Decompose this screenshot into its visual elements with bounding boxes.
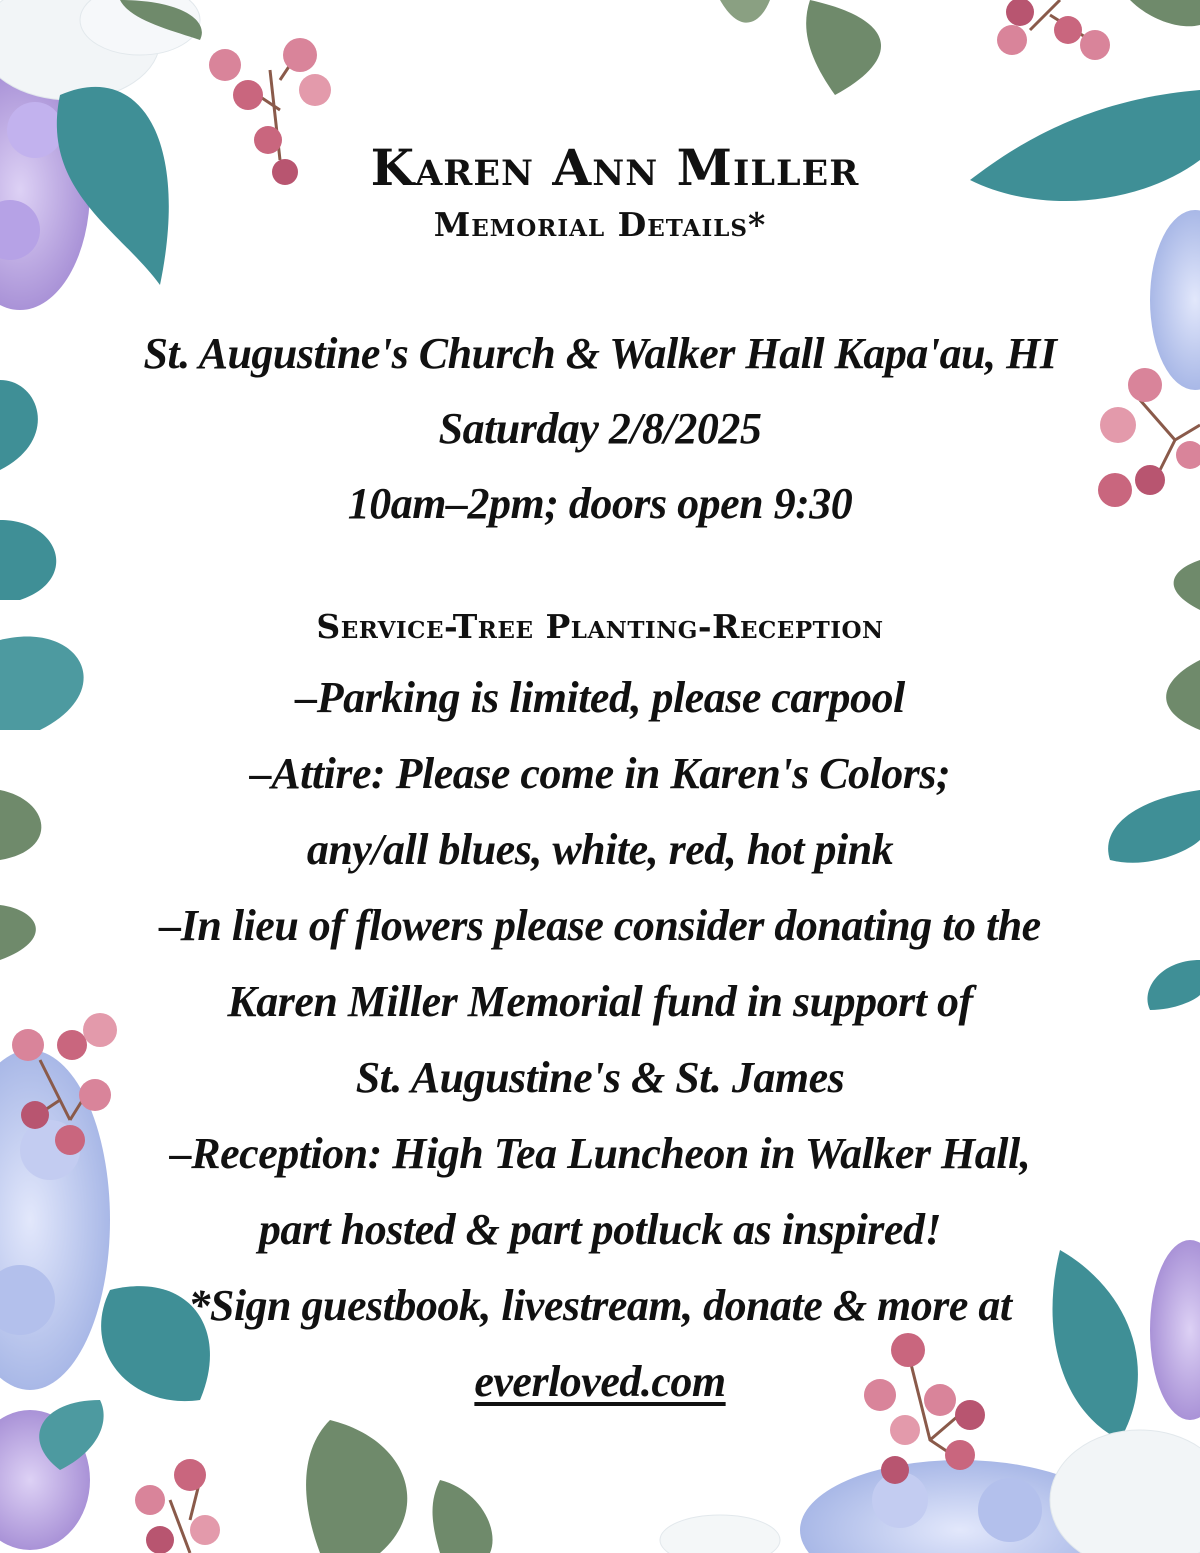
everloved-link[interactable]: everloved.com (474, 1357, 726, 1406)
event-date: Saturday 2/8/2025 (438, 404, 762, 453)
program-line: –Reception: High Tea Luncheon in Walker Hall, (169, 1129, 1031, 1178)
program-line: –Attire: Please come in Karen's Colors; (249, 749, 951, 798)
program-line: –Parking is limited, please carpool (295, 673, 905, 722)
page-title: Karen Ann Miller (370, 138, 860, 197)
program-heading: Service-Tree Planting-Reception (316, 607, 884, 646)
page-subtitle: Memorial Details* (433, 205, 767, 244)
program-line: *Sign guestbook, livestream, donate & more at (188, 1281, 1012, 1330)
program-line: St. Augustine's & St. James (355, 1053, 845, 1102)
program-line: part hosted & part potluck as inspired! (258, 1205, 942, 1254)
event-time: 10am–2pm; doors open 9:30 (347, 479, 853, 528)
program-line: Karen Miller Memorial fund in support of (227, 977, 973, 1026)
everloved-link-row (0, 1356, 1200, 1407)
event-location: St. Augustine's Church & Walker Hall Kapa'au, HI (143, 329, 1057, 378)
program-line: –In lieu of flowers please consider donating to the (159, 901, 1041, 950)
program-line: any/all blues, white, red, hot pink (306, 825, 894, 874)
